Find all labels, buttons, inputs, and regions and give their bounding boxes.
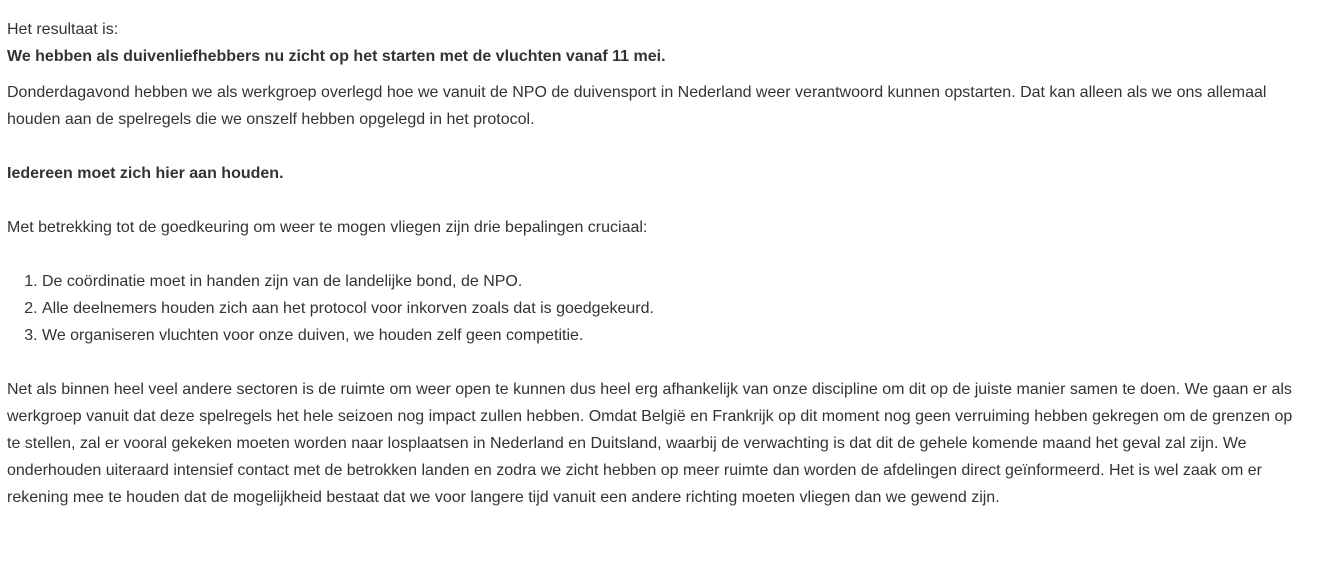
headline xyxy=(7,43,1307,70)
article-body xyxy=(7,16,1307,511)
headline-text: We hebben als duivenliefhebbers nu zicht op het starten met de vluchten vanaf 11 mei. xyxy=(7,48,666,65)
intro-label: Het resultaat is: xyxy=(7,21,119,38)
list-item: 3. We organiseren vluchten voor onze duiven, we houden zelf geen competitie. xyxy=(42,322,1307,349)
paragraph-2: Net als binnen heel veel andere sectoren is de ruimte om weer open te kunnen dus heel erg afhankelijk van onze discipline om dit op de juiste manier samen te doen. We gaan er als werkgroep vanuit dat deze spelregels het hele seizoen nog impact zullen hebben. Omdat België en Frankrijk op dit moment nog geen verruiming hebben gekregen om de grenzen op te stellen, zal er vooral gekeken moeten worden naar losplaatsen in Nederland en Duitsland, waarbij de verwachting is dat dit de gehele komende maand het geval zal zijn. We onderhouden uiteraard intensief contact met de betrokken landen en zodra we zicht hebben op meer ruimte dan worden de afdelingen direct geïnformeerd. Het is wel zaak om er rekening mee te houden dat de mogelijkheid bestaat dat we voor langere tijd vanuit een andere richting moeten vliegen dan we gewend zijn. xyxy=(7,381,1293,506)
emphasis-line xyxy=(7,160,1307,187)
list-item: 1. De coördinatie moet in handen zijn van de landelijke bond, de NPO. xyxy=(42,268,1307,295)
paragraph-1: Donderdagavond hebben we als werkgroep overlegd hoe we vanuit de NPO de duivensport in Nederland weer verantwoord kunnen opstarten. Dat kan alleen als we ons allemaal houden aan de spelregels die we onszelf hebben opgelegd in het protocol. xyxy=(7,84,1267,128)
emphasis-text: Iedereen moet zich hier aan houden. xyxy=(7,165,284,182)
rules-list xyxy=(7,268,1307,349)
list-intro: Met betrekking tot de goedkeuring om weer te mogen vliegen zijn drie bepalingen cruciaal: xyxy=(7,219,648,236)
list-item: 2. Alle deelnemers houden zich aan het protocol voor inkorven zoals dat is goedgekeurd. xyxy=(42,295,1307,322)
